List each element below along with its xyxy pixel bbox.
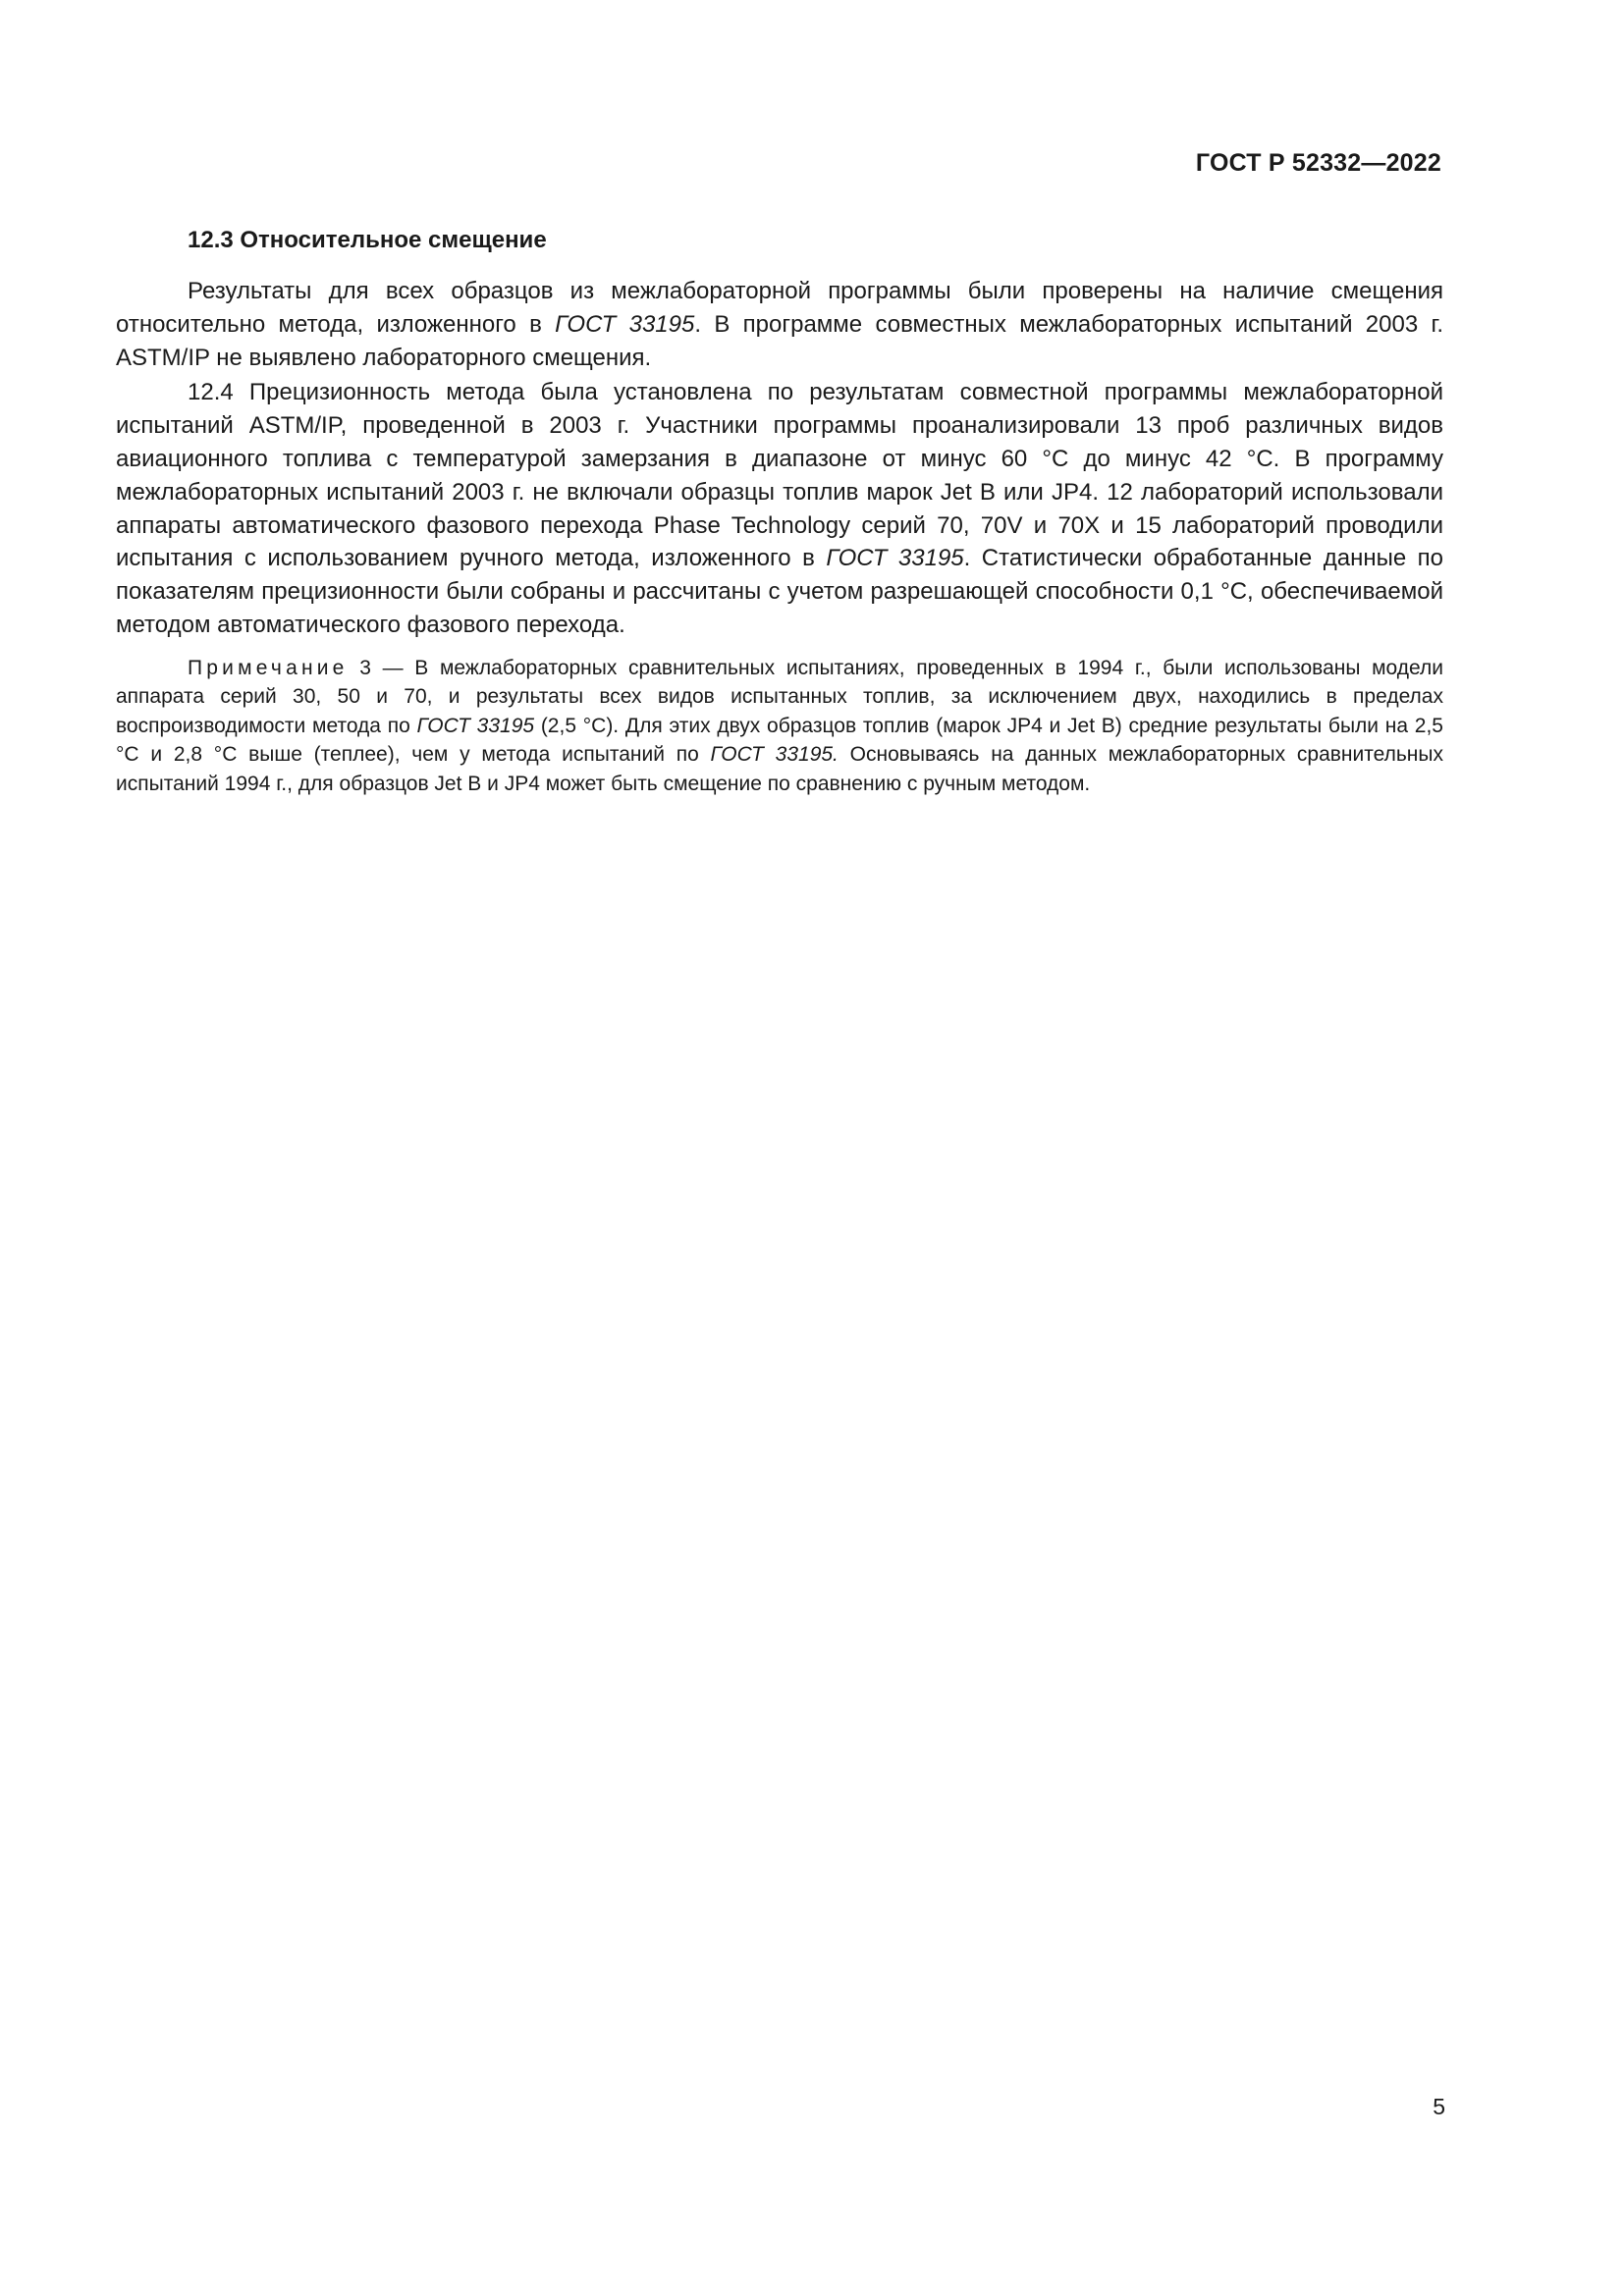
standard-reference: ГОСТ 33195 bbox=[416, 714, 535, 737]
note-label: Примечание bbox=[188, 656, 349, 679]
paragraph-precision bbox=[116, 376, 1443, 641]
text-run: 3 — В межлабораторных сравнительных испытаниях, проведенных в 1994 г., были использованы модели аппарата серий 30, 50 и 70, и результаты всех видов испытанных топлив, за исключением двух, находились в пределах воспроизводимости метода по bbox=[116, 656, 1443, 737]
note-3 bbox=[116, 654, 1443, 799]
document-code: ГОСТ Р 52332—2022 bbox=[1195, 149, 1441, 177]
text-run: 12.4 Прецизионность метода была установлена по результатам совместной программы межлабораторной испытаний ASTM/IP, проведенной в 2003 г. Участники программы проанализировали 13 проб различных видов авиационного топлива с температурой замерзания в диапазоне от минус 60 °С до минус 42 °С. В программу межлабораторных испытаний 2003 г. не включали образцы топлив марок Jet B или JP4. 12 лабораторий использовали аппараты автоматического фазового перехода Phase Technology серий 70, 70V и 70X и 15 лабораторий проводили испытания с использованием ручного метода, изложенного в bbox=[116, 379, 1443, 572]
page-number: 5 bbox=[1433, 2094, 1445, 2119]
text-run: Основываясь на данных межлабораторных сравнительных испытаний 1994 г., для образцов Jet B и JP4 может быть смещение по сравнению с ручным методом. bbox=[116, 743, 1443, 795]
section-title: 12.3 Относительное смещение bbox=[188, 227, 547, 253]
text-run: . В программе совместных межлабораторных испытаний 2003 г. ASTM/IP не выявлено лабораторного смещения. bbox=[116, 310, 1444, 371]
standard-reference: ГОСТ 33195 bbox=[555, 310, 695, 338]
text-run: (2,5 °С). Для этих двух образцов топлив (марок JP4 и Jet B) средние результаты были на 2,5 °С и 2,8 °С выше (теплее), чем у метода испытаний по bbox=[116, 714, 1443, 767]
text-run: . Статистически обработанные данные по показателям прецизионности были собраны и рассчитаны с учетом разрешающей способности 0,1 °С, обеспечиваемой методом автоматического фазового перехода. bbox=[116, 545, 1443, 638]
document-body bbox=[116, 224, 1443, 798]
standard-reference: ГОСТ 33195 bbox=[826, 545, 964, 572]
standard-reference: ГОСТ 33195. bbox=[710, 743, 839, 767]
text-run: Результаты для всех образцов из межлабораторной программы были проверены на наличие смещения относительно метода, изложенного в bbox=[116, 278, 1443, 338]
paragraph-relative-bias bbox=[116, 275, 1443, 374]
